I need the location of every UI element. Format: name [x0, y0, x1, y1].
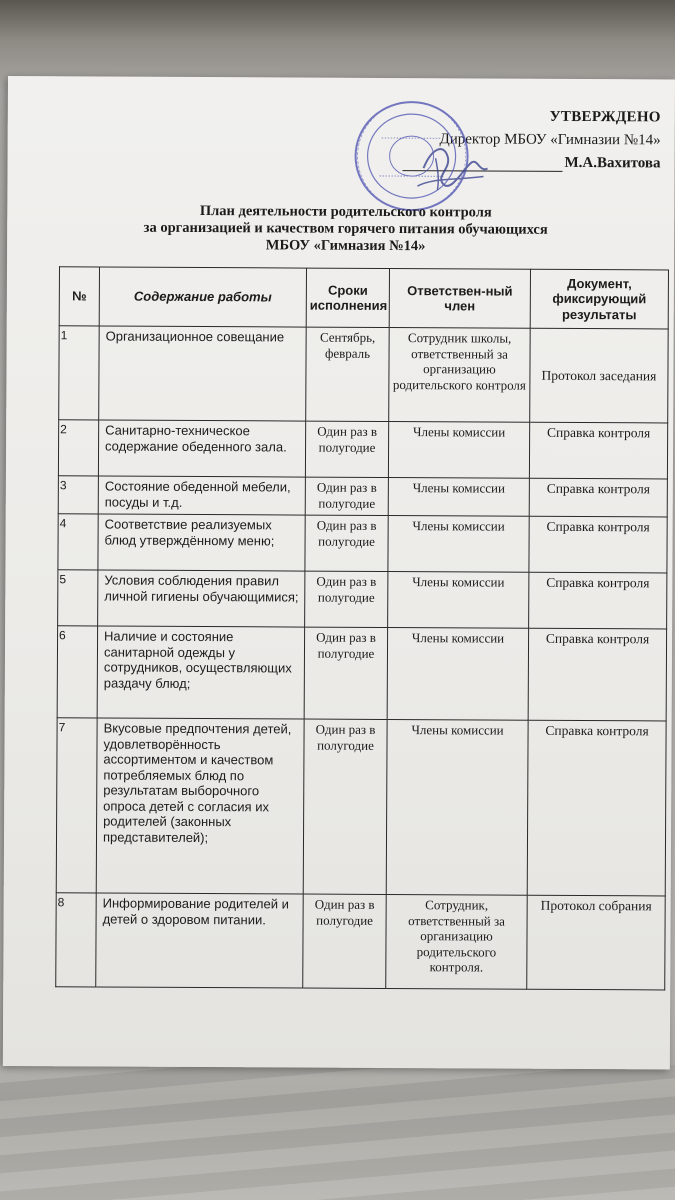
round-seal-stamp-icon [351, 98, 492, 217]
table-row [58, 476, 667, 517]
header-document: Документ, фиксирующий результаты [530, 269, 668, 329]
title-line-2: за организацией и качеством горячего питания обучающихся [143, 219, 548, 238]
row-work: Условия соблюдения правил личной гигиены обучающимися; [98, 570, 305, 627]
row-document: Справка контроля [528, 628, 666, 721]
table-row [58, 514, 667, 573]
row-term: Один раз в полугодие [305, 421, 388, 477]
row-document: Справка контроля [529, 516, 667, 573]
row-number: 1 [59, 326, 99, 420]
row-document: Протокол заседания [530, 328, 668, 423]
row-work: Состояние обеденной мебели, посуды и т.д. [98, 476, 305, 515]
row-term: Один раз в полугодие [303, 894, 386, 988]
row-number: 4 [58, 514, 98, 570]
table-row [58, 570, 667, 629]
row-responsible: Члены комиссии [388, 515, 529, 572]
row-number: 8 [56, 893, 96, 987]
row-term: Один раз в полугодие [305, 477, 388, 515]
table-row [59, 326, 668, 423]
row-number: 3 [58, 476, 98, 514]
header-responsible: Ответствен-ный член [389, 269, 530, 329]
row-document: Справка контроля [527, 720, 666, 896]
row-term: Сентябрь, февраль [306, 327, 389, 421]
header-number: № [59, 267, 99, 326]
row-document: Справка контроля [529, 572, 667, 629]
row-number: 6 [57, 626, 97, 718]
row-responsible: Члены комиссии [386, 719, 528, 895]
control-plan-table [55, 266, 669, 990]
row-document: Протокол собрания [527, 895, 665, 990]
row-responsible: Сотрудник, ответственный за организацию родительского контроля. [386, 894, 527, 989]
header-term: Сроки исполнения [306, 268, 389, 327]
row-term: Один раз в полугодие [305, 571, 388, 627]
row-document: Справка контроля [529, 422, 667, 479]
director-name: М.А.Вахитова [564, 154, 661, 172]
row-term: Один раз в полугодие [305, 515, 388, 571]
document-title [7, 202, 674, 256]
row-document: Справка контроля [529, 478, 667, 517]
title-line-1: План деятельности родительского контроля [199, 203, 492, 221]
row-work: Соответствие реализуемых блюд утверждённому меню; [98, 514, 305, 571]
title-line-3: МБОУ «Гимназия №14» [265, 237, 426, 255]
header-work: Содержание работы [99, 267, 306, 327]
row-work: Информирование родителей и детей о здоровом питании. [96, 893, 303, 988]
document-sheet [3, 76, 675, 1069]
table-row [56, 893, 665, 990]
row-responsible: Члены комиссии [388, 477, 529, 516]
approved-label: УТВЕРЖДЕНО [549, 108, 661, 126]
row-number: 2 [58, 420, 98, 476]
row-work: Санитарно-техническое содержание обеденного зала. [98, 420, 305, 477]
row-responsible: Члены комиссии [388, 571, 529, 628]
floor-background [0, 1065, 675, 1200]
row-number: 5 [58, 570, 98, 626]
row-work: Наличие и состояние санитарной одежды у сотрудников, осуществляющих раздачу блюд; [97, 626, 304, 719]
row-number: 7 [56, 718, 97, 893]
row-responsible: Члены комиссии [388, 421, 529, 478]
row-term: Один раз в полугодие [304, 627, 387, 719]
row-responsible: Члены комиссии [387, 627, 528, 720]
director-position: Директор МБОУ «Гимназии №14» [439, 131, 661, 149]
table-row [58, 420, 667, 479]
table-row [56, 718, 666, 896]
table-row [57, 626, 666, 721]
row-responsible: Сотрудник школы, ответственный за организацию родительского контроля [389, 327, 530, 422]
row-work: Организационное совещание [99, 326, 306, 421]
row-term: Один раз в полугодие [303, 719, 387, 894]
table-header-row [59, 267, 668, 329]
row-work: Вкусовые предпочтения детей, удовлетворённость ассортиментом и качеством потребляемых блюд по результатам выборочного опроса детей с согласия их родителей (законных представителей); [96, 718, 304, 894]
